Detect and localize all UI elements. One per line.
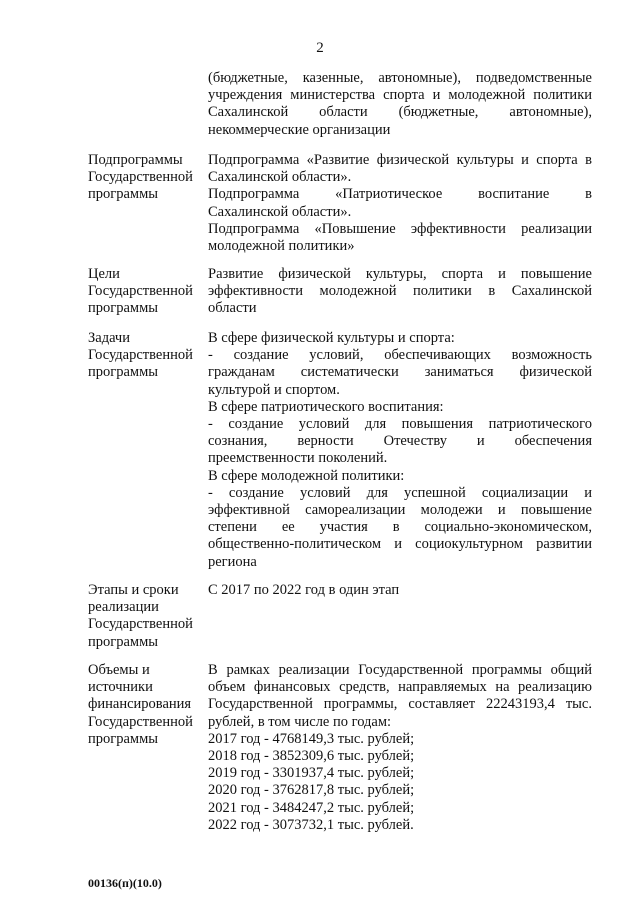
- text-line: эффективности молодежной политики в Сахалинской: [208, 283, 592, 300]
- section-content: [208, 582, 592, 599]
- text-line: Подпрограмма «Развитие физической культуры и спорта в: [208, 152, 592, 168]
- section-label: Этапы и сроки реализации Государственной программы: [88, 582, 193, 650]
- text-line: В сфере физической культуры и спорта:: [208, 330, 455, 346]
- text-line: Сахалинской области».: [208, 203, 352, 220]
- document-code: 00136(п)(10.0): [88, 876, 162, 890]
- text-line: учреждения министерства спорта и молодежной политики: [208, 87, 592, 104]
- text-line: Сахалинской области (бюджетные, автономные),: [208, 104, 592, 121]
- funding-year-line: 2019 год - 3301937,4 тыс. рублей;: [208, 765, 415, 782]
- section-content: [208, 152, 592, 255]
- section-label: Объемы и источники финансирования Государственной программы: [88, 662, 193, 747]
- text-line: Подпрограмма «Патриотическое воспитание в: [208, 186, 592, 203]
- text-line: - создание условий, обеспечивающих возможность: [208, 347, 592, 364]
- funding-year-line: 2021 год - 3484247,2 тыс. рублей;: [208, 799, 415, 816]
- section-content: [208, 266, 592, 318]
- text-line: некоммерческие организации: [208, 121, 391, 138]
- text-line: В сфере патриотического воспитания:: [208, 398, 444, 415]
- text-line: (бюджетные, казенные, автономные), подведомственные: [208, 70, 592, 86]
- intro-continuation: [208, 70, 592, 139]
- section-label: Подпрограммы Государственной программы: [88, 152, 193, 203]
- text-line: культурой и спортом.: [208, 381, 340, 398]
- funding-year-line: 2018 год - 3852309,6 тыс. рублей;: [208, 748, 415, 765]
- text-line: Сахалинской области».: [208, 169, 352, 186]
- text-line: Государственной программы, составляет 22243193,4 тыс.: [208, 696, 592, 713]
- text-line: преемственности поколений.: [208, 450, 388, 467]
- text-line: эффективной самореализации молодежи и повышение: [208, 502, 592, 519]
- section-label: Цели Государственной программы: [88, 266, 193, 317]
- text-line: объем финансовых средств, направляемых на реализацию: [208, 679, 592, 696]
- funding-year-line: 2017 год - 4768149,3 тыс. рублей;: [208, 730, 415, 747]
- text-line: Развитие физической культуры, спорта и повышение: [208, 266, 592, 282]
- funding-year-line: 2020 год - 3762817,8 тыс. рублей;: [208, 782, 415, 799]
- funding-year-line: 2022 год - 3073732,1 тыс. рублей.: [208, 816, 414, 833]
- text-line: общественно-политическом и социокультурном развитии: [208, 536, 592, 553]
- text-line: молодежной политики»: [208, 238, 355, 255]
- text-line: гражданам систематически заниматься физической: [208, 364, 592, 381]
- section-label: Задачи Государственной программы: [88, 330, 193, 381]
- text-line: В рамках реализации Государственной программы общий: [208, 662, 592, 678]
- text-line: - создание условий для успешной социализации и: [208, 484, 592, 501]
- text-line: степени ее участия в социально-экономическом,: [208, 519, 592, 536]
- section-content: [208, 330, 592, 571]
- text-line: рублей, в том числе по годам:: [208, 713, 392, 730]
- text-line: Подпрограмма «Повышение эффективности реализации: [208, 220, 592, 237]
- text-line: региона: [208, 553, 257, 570]
- text-line: сознания, верности Отечеству и обеспечения: [208, 433, 592, 450]
- text-line: области: [208, 300, 257, 317]
- section-content: [208, 662, 592, 834]
- text-line: - создание условий для повышения патриотического: [208, 416, 592, 433]
- text-line: В сфере молодежной политики:: [208, 467, 405, 484]
- page-number: 2: [316, 40, 324, 56]
- text-line: С 2017 по 2022 год в один этап: [208, 582, 400, 598]
